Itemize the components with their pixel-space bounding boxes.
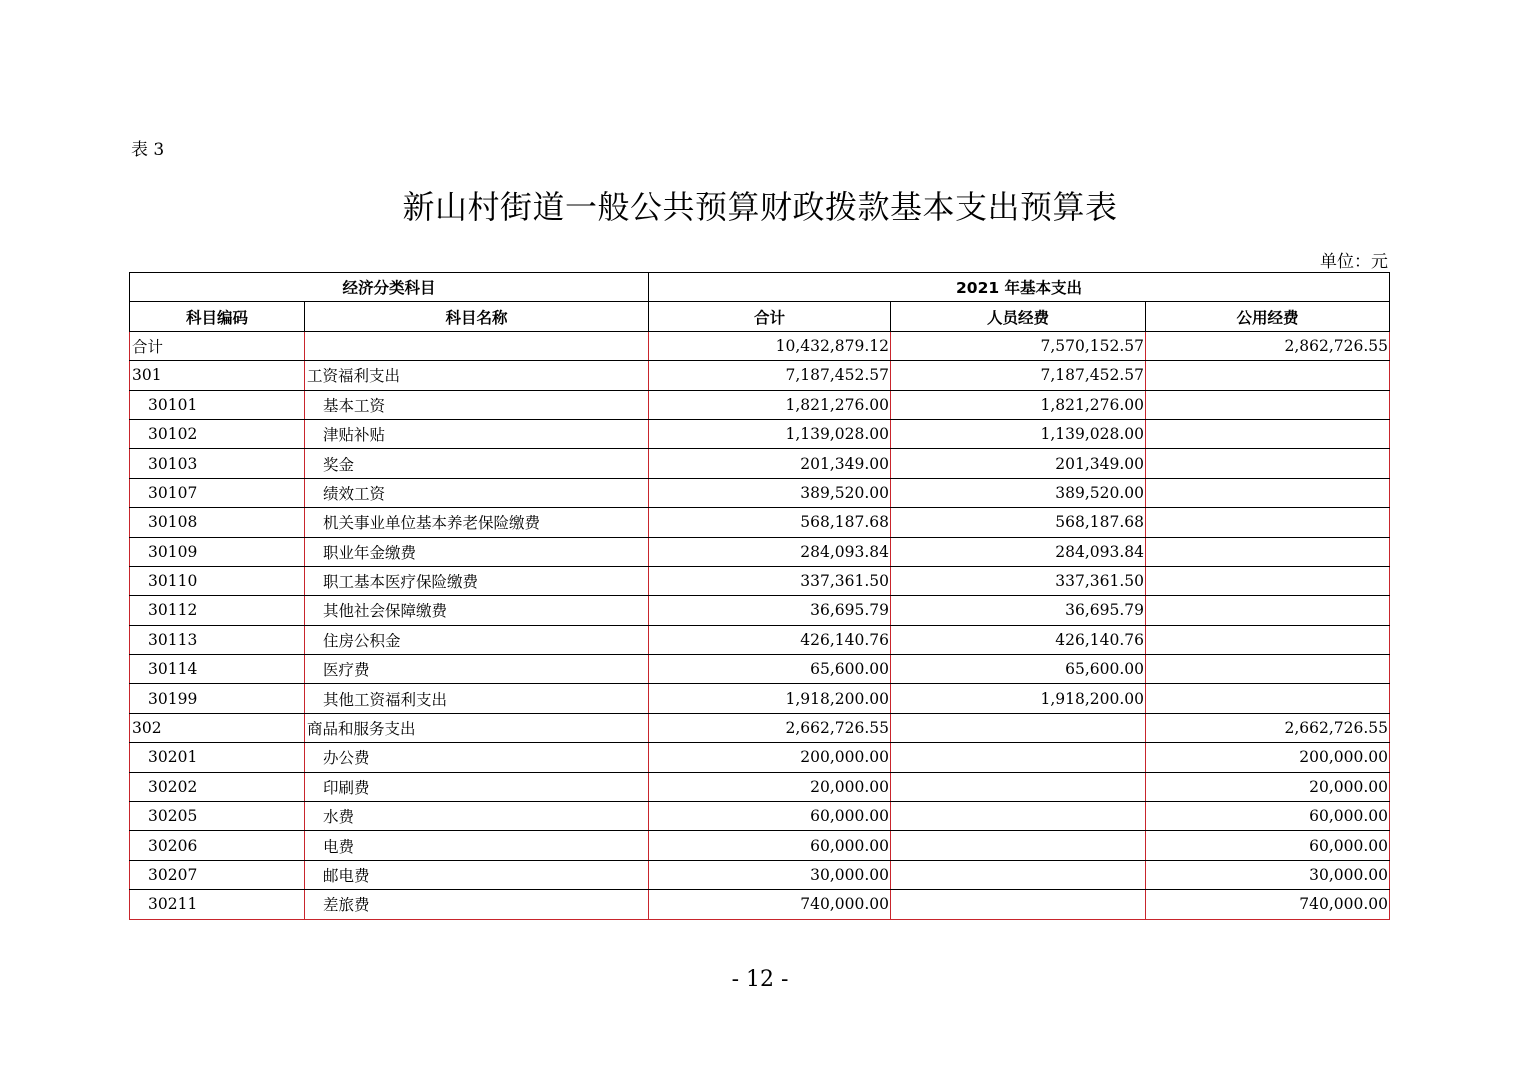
cell-name — [305, 331, 649, 360]
cell-public: 200,000.00 — [1146, 743, 1390, 772]
cell-code: 30107 — [130, 478, 305, 507]
cell-personnel — [891, 890, 1146, 919]
table-row — [130, 684, 1390, 713]
cell-name: 津贴补贴 — [305, 419, 649, 448]
cell-personnel: 1,821,276.00 — [891, 390, 1146, 419]
cell-total: 200,000.00 — [649, 743, 891, 772]
cell-public: 60,000.00 — [1146, 831, 1390, 860]
cell-public — [1146, 625, 1390, 654]
cell-total: 7,187,452.57 — [649, 361, 891, 390]
cell-code: 30102 — [130, 419, 305, 448]
cell-personnel: 389,520.00 — [891, 478, 1146, 507]
table-row — [130, 831, 1390, 860]
table-row — [130, 508, 1390, 537]
cell-total: 740,000.00 — [649, 890, 891, 919]
cell-name: 医疗费 — [305, 655, 649, 684]
cell-code: 30109 — [130, 537, 305, 566]
cell-personnel: 7,187,452.57 — [891, 361, 1146, 390]
header-group-row — [130, 273, 1390, 302]
cell-personnel: 1,918,200.00 — [891, 684, 1146, 713]
cell-total: 60,000.00 — [649, 802, 891, 831]
table-row — [130, 390, 1390, 419]
cell-name: 电费 — [305, 831, 649, 860]
table-row — [130, 449, 1390, 478]
cell-personnel: 568,187.68 — [891, 508, 1146, 537]
cell-personnel: 1,139,028.00 — [891, 419, 1146, 448]
cell-name: 商品和服务支出 — [305, 713, 649, 742]
cell-code: 30207 — [130, 860, 305, 889]
cell-public: 30,000.00 — [1146, 860, 1390, 889]
header-column-row — [130, 302, 1390, 331]
cell-personnel — [891, 802, 1146, 831]
cell-public — [1146, 566, 1390, 595]
cell-code: 30201 — [130, 743, 305, 772]
cell-total: 20,000.00 — [649, 772, 891, 801]
header-economic-category: 经济分类科目 — [130, 273, 649, 302]
cell-personnel: 426,140.76 — [891, 625, 1146, 654]
cell-total: 2,662,726.55 — [649, 713, 891, 742]
cell-total: 337,361.50 — [649, 566, 891, 595]
cell-code: 30114 — [130, 655, 305, 684]
cell-name: 基本工资 — [305, 390, 649, 419]
cell-personnel: 201,349.00 — [891, 449, 1146, 478]
table-row — [130, 802, 1390, 831]
cell-code: 30205 — [130, 802, 305, 831]
cell-public: 20,000.00 — [1146, 772, 1390, 801]
cell-name: 职工基本医疗保险缴费 — [305, 566, 649, 595]
cell-total: 65,600.00 — [649, 655, 891, 684]
table-row — [130, 331, 1390, 360]
cell-public — [1146, 655, 1390, 684]
cell-public: 60,000.00 — [1146, 802, 1390, 831]
cell-public — [1146, 537, 1390, 566]
header-total: 合计 — [649, 302, 891, 331]
cell-name: 差旅费 — [305, 890, 649, 919]
page-number: - 12 - — [731, 967, 789, 992]
cell-personnel: 65,600.00 — [891, 655, 1146, 684]
unit-label: 单位：元 — [1320, 252, 1388, 272]
table-row — [130, 655, 1390, 684]
cell-public — [1146, 596, 1390, 625]
cell-total: 60,000.00 — [649, 831, 891, 860]
cell-personnel: 284,093.84 — [891, 537, 1146, 566]
cell-code: 30110 — [130, 566, 305, 595]
cell-name: 职业年金缴费 — [305, 537, 649, 566]
header-public: 公用经费 — [1146, 302, 1390, 331]
cell-code: 301 — [130, 361, 305, 390]
page-title: 新山村街道一般公共预算财政拨款基本支出预算表 — [402, 188, 1118, 226]
cell-public — [1146, 361, 1390, 390]
cell-total: 284,093.84 — [649, 537, 891, 566]
cell-personnel — [891, 743, 1146, 772]
cell-name: 水费 — [305, 802, 649, 831]
cell-total: 1,918,200.00 — [649, 684, 891, 713]
header-name: 科目名称 — [305, 302, 649, 331]
cell-public — [1146, 419, 1390, 448]
table-row — [130, 743, 1390, 772]
header-personnel: 人员经费 — [891, 302, 1146, 331]
cell-total: 1,821,276.00 — [649, 390, 891, 419]
cell-public — [1146, 508, 1390, 537]
cell-total: 568,187.68 — [649, 508, 891, 537]
cell-code: 30113 — [130, 625, 305, 654]
cell-code: 30211 — [130, 890, 305, 919]
cell-personnel: 36,695.79 — [891, 596, 1146, 625]
cell-personnel — [891, 713, 1146, 742]
cell-name: 其他社会保障缴费 — [305, 596, 649, 625]
cell-public: 2,862,726.55 — [1146, 331, 1390, 360]
cell-code: 30199 — [130, 684, 305, 713]
cell-public — [1146, 684, 1390, 713]
cell-public — [1146, 390, 1390, 419]
cell-public: 2,662,726.55 — [1146, 713, 1390, 742]
cell-name: 住房公积金 — [305, 625, 649, 654]
cell-code: 30112 — [130, 596, 305, 625]
budget-table — [129, 272, 1390, 920]
cell-name: 其他工资福利支出 — [305, 684, 649, 713]
table-row — [130, 361, 1390, 390]
cell-code: 30206 — [130, 831, 305, 860]
header-code: 科目编码 — [130, 302, 305, 331]
cell-name: 奖金 — [305, 449, 649, 478]
table-row — [130, 566, 1390, 595]
table-row — [130, 537, 1390, 566]
table-header — [130, 273, 1390, 332]
cell-total: 389,520.00 — [649, 478, 891, 507]
cell-name: 工资福利支出 — [305, 361, 649, 390]
cell-public: 740,000.00 — [1146, 890, 1390, 919]
cell-total: 10,432,879.12 — [649, 331, 891, 360]
table-row — [130, 478, 1390, 507]
cell-personnel: 7,570,152.57 — [891, 331, 1146, 360]
cell-code: 30101 — [130, 390, 305, 419]
cell-name: 办公费 — [305, 743, 649, 772]
cell-code: 30202 — [130, 772, 305, 801]
table-label: 表 3 — [131, 140, 165, 160]
cell-name: 绩效工资 — [305, 478, 649, 507]
cell-code: 302 — [130, 713, 305, 742]
cell-public — [1146, 449, 1390, 478]
cell-total: 30,000.00 — [649, 860, 891, 889]
cell-personnel: 337,361.50 — [891, 566, 1146, 595]
table-row — [130, 625, 1390, 654]
table-row — [130, 596, 1390, 625]
cell-code: 30108 — [130, 508, 305, 537]
cell-personnel — [891, 772, 1146, 801]
cell-total: 1,139,028.00 — [649, 419, 891, 448]
cell-personnel — [891, 860, 1146, 889]
cell-total: 201,349.00 — [649, 449, 891, 478]
header-basic-expenditure: 2021 年基本支出 — [649, 273, 1390, 302]
cell-code: 30103 — [130, 449, 305, 478]
cell-total: 426,140.76 — [649, 625, 891, 654]
table-row — [130, 772, 1390, 801]
cell-name: 机关事业单位基本养老保险缴费 — [305, 508, 649, 537]
cell-name: 印刷费 — [305, 772, 649, 801]
table-body — [130, 331, 1390, 919]
table-row — [130, 419, 1390, 448]
table-row — [130, 890, 1390, 919]
cell-personnel — [891, 831, 1146, 860]
cell-code: 合计 — [130, 331, 305, 360]
cell-name: 邮电费 — [305, 860, 649, 889]
cell-total: 36,695.79 — [649, 596, 891, 625]
cell-public — [1146, 478, 1390, 507]
table-row — [130, 860, 1390, 889]
table-row — [130, 713, 1390, 742]
